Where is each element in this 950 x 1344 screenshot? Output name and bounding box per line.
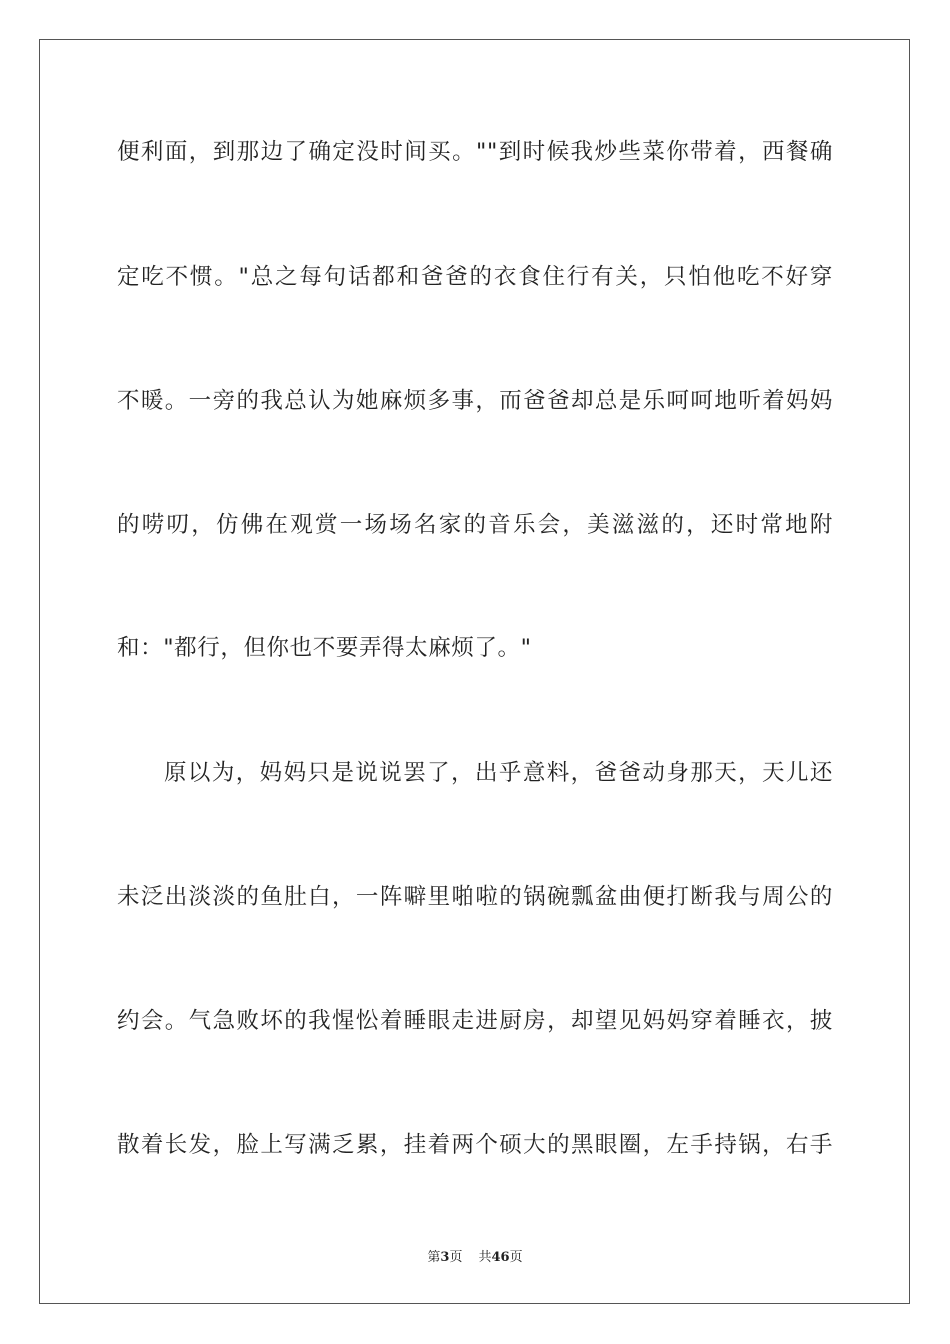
text-line-9: 散着长发，脸上写满乏累，挂着两个硕大的黑眼圈，左手持锅，右手	[117, 1132, 833, 1158]
page-suffix: 页	[449, 1250, 463, 1265]
page-footer	[0, 1249, 950, 1267]
text-line-1: 便利面，到那边了确定没时间买。""到时候我炒些菜你带着，西餐确	[117, 139, 833, 165]
total-prefix: 共	[478, 1250, 492, 1265]
page-border	[39, 39, 910, 1304]
text-line-4: 的唠叨，仿佛在观赏一场场名家的音乐会，美滋滋的，还时常地附	[117, 512, 833, 538]
total-pages: 46	[491, 1250, 510, 1265]
paragraph-start-line: 原以为，妈妈只是说说罢了，出乎意料，爸爸动身那天，天儿还	[164, 760, 833, 786]
text-line-5: 和："都行，但你也不要弄得太麻烦了。"	[117, 635, 532, 661]
total-suffix: 页	[509, 1250, 523, 1265]
page-number: 3	[440, 1250, 450, 1265]
text-line-2: 定吃不惯。"总之每句话都和爸爸的衣食住行有关，只怕他吃不好穿	[117, 264, 833, 290]
text-line-8: 约会。气急败坏的我惺忪着睡眼走进厨房，却望见妈妈穿着睡衣，披	[117, 1008, 833, 1034]
text-line-3: 不暖。一旁的我总认为她麻烦多事，而爸爸却总是乐呵呵地听着妈妈	[117, 388, 833, 414]
page-prefix: 第	[427, 1250, 441, 1265]
text-line-7: 未泛出淡淡的鱼肚白，一阵噼里啪啦的锅碗瓢盆曲便打断我与周公的	[117, 884, 833, 910]
